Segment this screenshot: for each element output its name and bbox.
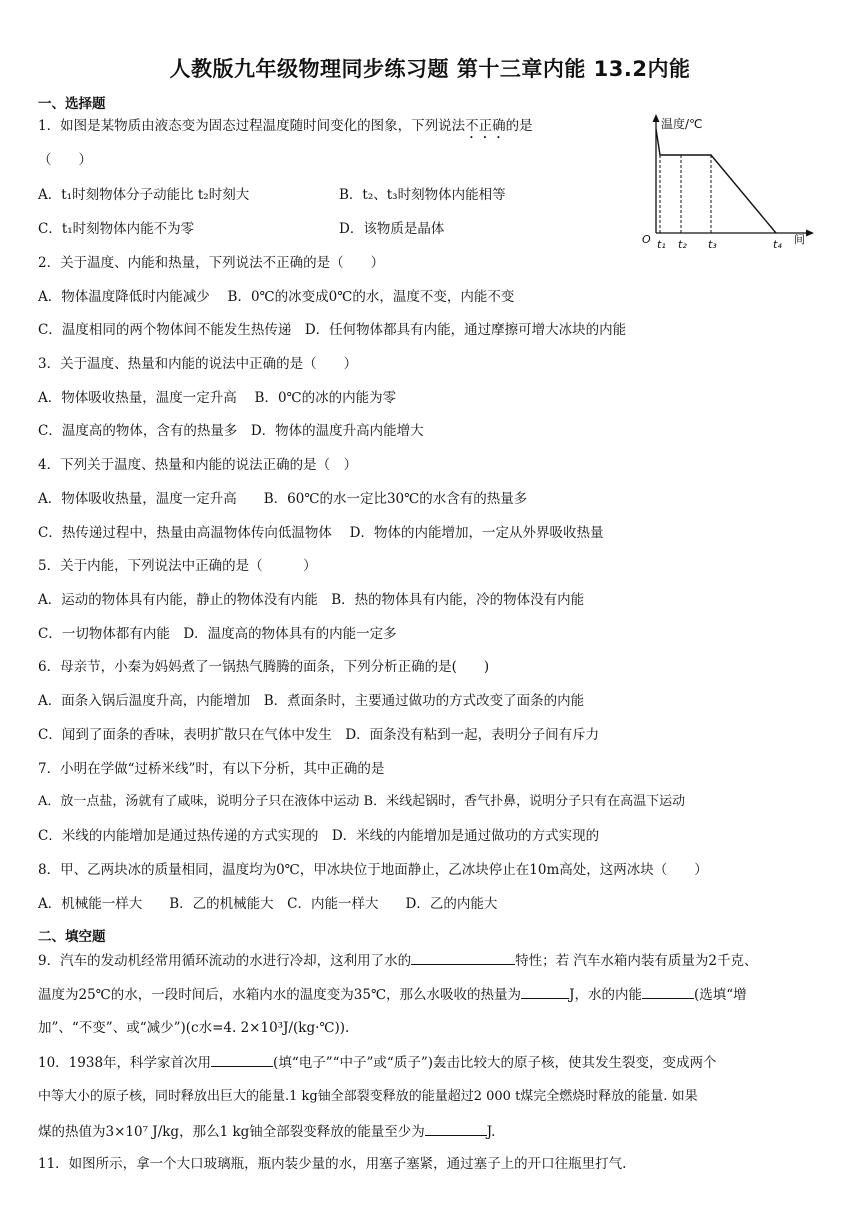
question-8-options: A．机械能一样大 B．乙的机械能大 C．内能一样大 D．乙的内能大	[38, 896, 498, 912]
answer-blank[interactable]	[211, 1052, 273, 1067]
question-9-line-3: 加”、“不变”、或“减少”)(c水=4. 2×10³J/(kg·℃)).	[38, 1020, 350, 1036]
question-3-options-cd: C．温度高的物体，含有的热量多 D．物体的温度升高内能增大	[38, 423, 424, 439]
question-4-options-ab: A．物体吸收热量，温度一定升高 B．60℃的水一定比30℃的水含有的热量多	[38, 491, 528, 507]
tick-label-t2: t₂	[678, 238, 687, 251]
x-axis-label: 间	[794, 233, 805, 246]
question-1-paren: （ ）	[38, 152, 92, 168]
question-10-line-1: 10．1938年，科学家首次用 (填“电子”“中子”或“质子”)轰击比较大的原子核，使其发生裂变，变成两个	[38, 1052, 717, 1073]
question-1-stem: 1．如图是某物质由液态变为固态过程温度随时间变化的图象，下列说法不正确的是	[38, 118, 533, 134]
answer-blank[interactable]	[425, 1121, 487, 1136]
cooling-curve	[656, 129, 776, 233]
question-6-stem: 6．母亲节，小秦为妈妈煮了一锅热气腾腾的面条，下列分析正确的是( )	[38, 659, 490, 675]
tick-labels	[657, 238, 782, 251]
section-heading-choice: 一、选择题	[38, 96, 106, 112]
question-10-line-2: 中等大小的原子核，同时释放出巨大的能量.1 kg铀全部裂变释放的能量超过2 000 t煤完全燃烧时释放的能量. 如果	[38, 1089, 698, 1104]
question-3-stem: 3．关于温度、热量和内能的说法中正确的是（ ）	[38, 356, 358, 372]
answer-blank[interactable]	[642, 984, 694, 999]
question-1-option-c: C．t₁时刻物体内能不为零	[38, 221, 195, 237]
question-9-line-2: 温度为25℃的水，一段时间后，水箱内水的温度变为35℃，那么水吸收的热量为 J，水的内能 (选填“增	[38, 984, 747, 1005]
question-11-stem: 11．如图所示，拿一个大口玻璃瓶，瓶内装少量的水，用塞子塞紧，通过塞子上的开口往瓶里打气.	[38, 1156, 627, 1172]
question-4-options-cd: C．热传递过程中，热量由高温物体传向低温物体 D．物体的内能增加，一定从外界吸收热量	[38, 525, 604, 541]
question-8-stem: 8．甲、乙两块冰的质量相同，温度均为0℃，甲冰块位于地面静止，乙冰块停止在10m高处，这两冰块（ ）	[38, 862, 708, 878]
question-5-stem: 5．关于内能，下列说法中正确的是（ ）	[38, 558, 317, 574]
x-axis-arrow	[806, 230, 814, 237]
answer-blank[interactable]	[411, 950, 515, 965]
y-axis-arrow	[653, 114, 660, 122]
question-2-stem: 2．关于温度、内能和热量，下列说法不正确的是（ ）	[38, 255, 385, 271]
question-10-line-3: 煤的热值为3×10⁷ J/kg，那么1 kg铀全部裂变释放的能量至少为 J.	[38, 1121, 495, 1142]
question-6-options-ab: A．面条入锅后温度升高，内能增加 B．煮面条时，主要通过做功的方式改变了面条的内能	[38, 693, 585, 709]
emphasis-text: 不正确	[465, 118, 506, 134]
question-5-options-cd: C．一切物体都有内能 D．温度高的物体具有的内能一定多	[38, 626, 397, 642]
question-7-stem: 7．小明在学做“过桥米线”时，有以下分析，其中正确的是	[38, 761, 385, 777]
guide-lines	[660, 155, 711, 233]
y-axis-label: 温度/℃	[661, 117, 703, 131]
question-6-options-cd: C．闻到了面条的香味，表明扩散只在气体中发生 D．面条没有粘到一起，表明分子间有斥力	[38, 727, 600, 743]
question-2-options-ab: A．物体温度降低时内能减少 B．0℃的冰变成0℃的水，温度不变，内能不变	[38, 289, 515, 305]
origin-label: O	[642, 233, 651, 246]
question-3-options-ab: A．物体吸收热量，温度一定升高 B．0℃的冰的内能为零	[38, 390, 397, 406]
temperature-time-chart	[640, 113, 820, 255]
tick-label-t1: t₁	[657, 238, 666, 251]
question-4-stem: 4．下列关于温度、热量和内能的说法正确的是（ ）	[38, 457, 358, 473]
section-heading-fill: 二、填空题	[38, 929, 106, 945]
question-7-options-cd: C．米线的内能增加是通过热传递的方式实现的 D．米线的内能增加是通过做功的方式实现的	[38, 828, 600, 844]
tick-label-t4: t₄	[773, 238, 782, 251]
question-5-options-ab: A．运动的物体具有内能，静止的物体没有内能 B．热的物体具有内能，冷的物体没有内能	[38, 592, 585, 608]
question-1-option-d: D．该物质是晶体	[339, 221, 445, 237]
question-1-option-a: A．t₁时刻物体分子动能比 t₂时刻大	[38, 187, 250, 203]
answer-blank[interactable]	[521, 984, 569, 999]
question-7-options-ab: A．放一点盐，汤就有了咸味，说明分子只在液体中运动 B．米线起锅时，香气扑鼻，说明分子只有在高温下运动	[38, 794, 686, 809]
page-title: 人教版九年级物理同步练习题 第十三章内能 13.2内能	[169, 57, 691, 81]
tick-label-t3: t₃	[708, 238, 717, 251]
question-1-option-b: B．t₂、t₃时刻物体内能相等	[339, 187, 506, 203]
question-9-line-1: 9．汽车的发动机经常用循环流动的水进行冷却，这利用了水的 特性；若 汽车水箱内装有质量为2千克、	[38, 950, 757, 971]
question-2-options-cd: C．温度相同的两个物体间不能发生热传递 D．任何物体都具有内能，通过摩擦可增大冰块的内能	[38, 322, 627, 338]
